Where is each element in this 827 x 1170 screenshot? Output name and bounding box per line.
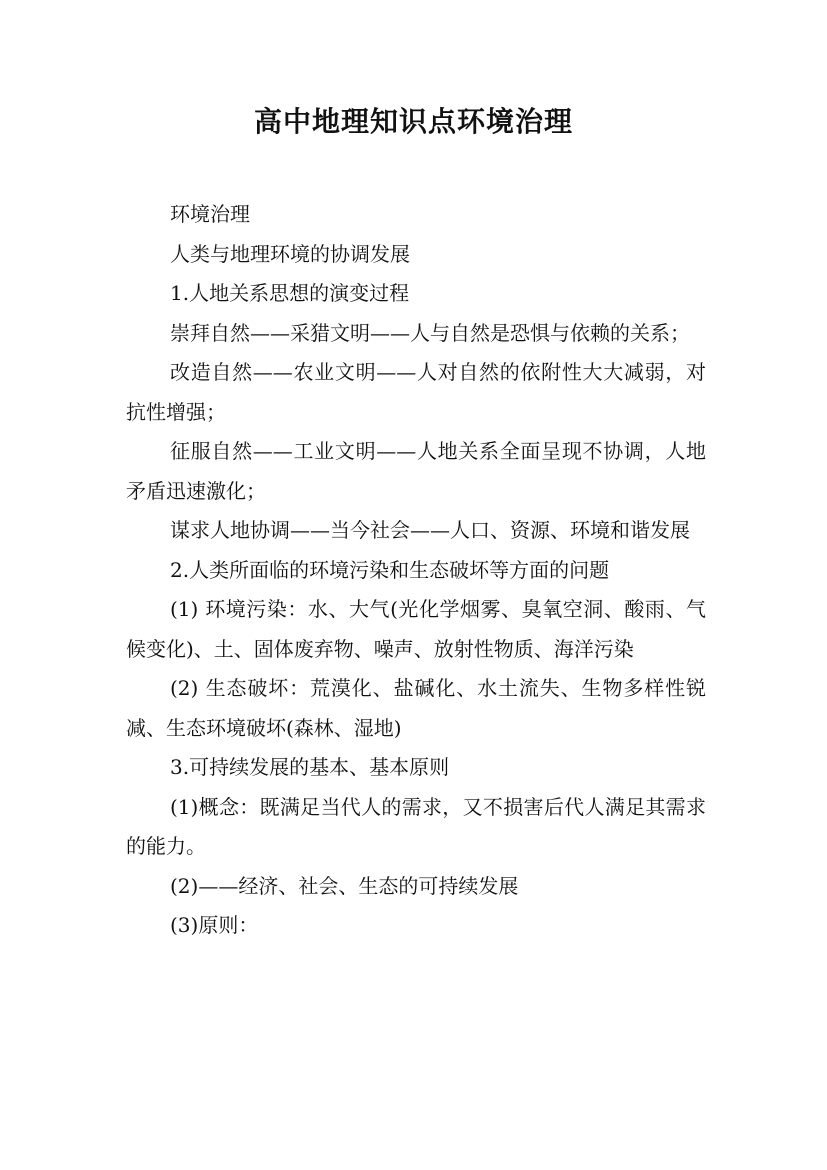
paragraph-transform-nature: 改造自然——农业文明——人对自然的依附性大大减弱，对抗性增强；: [126, 360, 706, 424]
document-body: [126, 195, 706, 946]
paragraph-harmony: 谋求人地协调——当今社会——人口、资源、环境和谐发展: [170, 518, 690, 542]
paragraph-point-3: 3.可持续发展的基本、基本原则: [170, 755, 450, 779]
paragraph-worship-nature: 崇拜自然——采猎文明——人与自然是恐惧与依赖的关系；: [170, 320, 690, 345]
document-title: 高中地理知识点环境治理: [253, 105, 573, 138]
paragraph-concept: (1)概念：既满足当代人的需求，又不损害后代人满足其需求的能力。: [126, 794, 706, 858]
paragraph-section-heading: 环境治理: [170, 202, 250, 226]
paragraph-point-1: 1.人地关系思想的演变过程: [170, 281, 410, 305]
paragraph-point-2: 2.人类所面临的环境污染和生态破坏等方面的问题: [170, 557, 610, 582]
paragraph-pollution: (1) 环境污染：水、大气(光化学烟雾、臭氧空洞、酸雨、气候变化)、土、固体废弃物、噪声、放射性物质、海洋污染: [126, 597, 706, 661]
paragraph-conquer-nature: 征服自然——工业文明——人地关系全面呈现不协调，人地矛盾迅速激化；: [126, 439, 706, 503]
paragraph-ecological-damage: (2) 生态破坏：荒漠化、盐碱化、水土流失、生物多样性锐减、生态环境破坏(森林、湿地): [126, 676, 706, 740]
paragraph-principles: (3)原则：: [170, 913, 259, 937]
paragraph-sustainable: (2)——经济、社会、生态的可持续发展: [170, 873, 519, 898]
paragraph-subheading: 人类与地理环境的协调发展: [170, 241, 410, 266]
